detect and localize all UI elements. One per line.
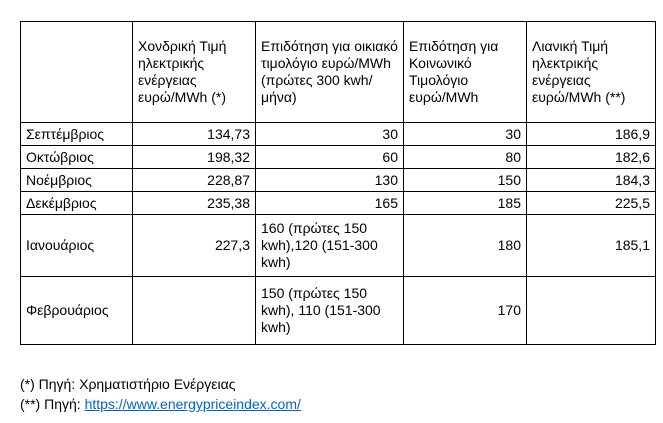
header-retail-price: Λιανική Τιμή ηλεκτρικής ενέργειας ευρώ/MWh (**) bbox=[527, 22, 656, 123]
social-subsidy-cell: 150 bbox=[404, 169, 527, 192]
social-subsidy-cell: 185 bbox=[404, 192, 527, 215]
social-subsidy-cell: 180 bbox=[404, 215, 527, 277]
social-subsidy-cell: 170 bbox=[404, 277, 527, 345]
energypriceindex-link[interactable]: https://www.energypriceindex.com/ bbox=[84, 396, 301, 412]
wholesale-cell: 227,3 bbox=[133, 215, 256, 277]
retail-cell: 185,1 bbox=[527, 215, 656, 277]
household-subsidy-cell: 60 bbox=[256, 146, 404, 169]
header-wholesale-price: Χονδρική Τιμή ηλεκτρικής ενέργειας ευρώ/MWh (*) bbox=[133, 22, 256, 123]
table-row bbox=[21, 123, 656, 146]
footnote-wholesale-source: (*) Πηγή: Χρηματιστήριο Ενέργειας bbox=[20, 376, 236, 392]
table-row bbox=[21, 169, 656, 192]
footnote-retail-prefix: (**) Πηγή: bbox=[20, 396, 85, 412]
household-subsidy-cell: 160 (πρώτες 150 kwh),120 (151-300 kwh) bbox=[256, 215, 404, 277]
household-subsidy-cell: 30 bbox=[256, 123, 404, 146]
retail-cell: 184,3 bbox=[527, 169, 656, 192]
header-social-subsidy: Επιδότηση για Κοινωνικό Τιμολόγιο ευρώ/MWh bbox=[404, 22, 527, 123]
electricity-price-table bbox=[20, 21, 656, 345]
wholesale-cell: 235,38 bbox=[133, 192, 256, 215]
month-cell: Φεβρουάριος bbox=[21, 277, 133, 345]
month-cell: Δεκέμβριος bbox=[21, 192, 133, 215]
wholesale-cell: 198,32 bbox=[133, 146, 256, 169]
footnote-retail-source bbox=[20, 394, 301, 414]
retail-cell bbox=[527, 277, 656, 345]
household-subsidy-cell: 165 bbox=[256, 192, 404, 215]
month-cell: Νοέμβριος bbox=[21, 169, 133, 192]
social-subsidy-cell: 30 bbox=[404, 123, 527, 146]
social-subsidy-cell: 80 bbox=[404, 146, 527, 169]
retail-cell: 225,5 bbox=[527, 192, 656, 215]
table-row bbox=[21, 215, 656, 277]
header-row bbox=[21, 22, 656, 123]
retail-cell: 186,9 bbox=[527, 123, 656, 146]
retail-cell: 182,6 bbox=[527, 146, 656, 169]
wholesale-cell bbox=[133, 277, 256, 345]
table-row bbox=[21, 277, 656, 345]
wholesale-cell: 228,87 bbox=[133, 169, 256, 192]
wholesale-cell: 134,73 bbox=[133, 123, 256, 146]
header-empty-cell bbox=[21, 22, 133, 123]
month-cell: Ιανουάριος bbox=[21, 215, 133, 277]
footnotes bbox=[20, 374, 301, 414]
month-cell: Οκτώβριος bbox=[21, 146, 133, 169]
table-row bbox=[21, 146, 656, 169]
household-subsidy-cell: 130 bbox=[256, 169, 404, 192]
header-household-subsidy: Επιδότηση για οικιακό τιμολόγιο ευρώ/MWh (πρώτες 300 kwh/μήνα) bbox=[256, 22, 404, 123]
month-cell: Σεπτέμβριος bbox=[21, 123, 133, 146]
table-row bbox=[21, 192, 656, 215]
household-subsidy-cell: 150 (πρώτες 150 kwh), 110 (151-300 kwh) bbox=[256, 277, 404, 345]
